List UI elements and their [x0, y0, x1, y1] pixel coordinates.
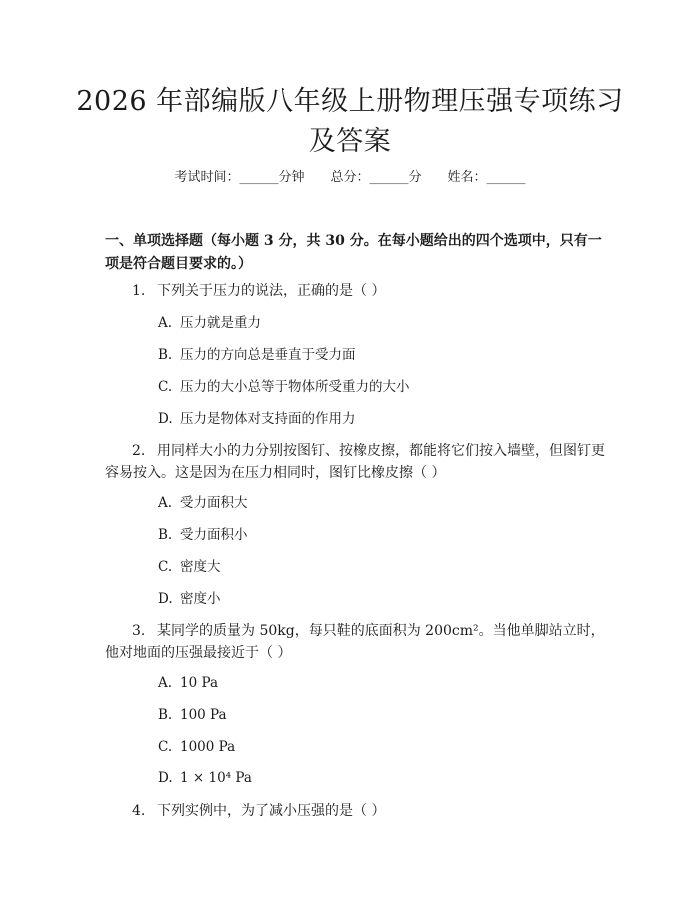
score-unit: 分 — [408, 170, 422, 185]
question-text: 某同学的质量为 50kg，每只鞋的底面积为 200cm²。当他单脚站立时，他对地面的压强最接近于（ ） — [105, 623, 605, 661]
option-letter: D. — [158, 591, 173, 607]
question-4 — [105, 800, 605, 822]
option-letter: C. — [158, 739, 173, 755]
option-2b — [158, 525, 248, 545]
option-text: 压力就是重力 — [180, 315, 261, 331]
question-text: 下列关于压力的说法，正确的是（ ） — [157, 283, 386, 299]
option-text: 受力面积大 — [180, 495, 248, 511]
option-letter: C. — [158, 379, 173, 395]
question-2 — [105, 440, 605, 484]
question-number: 4. — [132, 803, 146, 819]
option-3b — [158, 705, 227, 725]
option-letter: B. — [158, 347, 173, 363]
question-text: 下列实例中，为了减小压强的是（ ） — [157, 803, 386, 819]
option-text: 压力的大小总等于物体所受重力的大小 — [180, 379, 410, 395]
option-text: 密度小 — [180, 591, 221, 607]
option-text: 受力面积小 — [180, 527, 248, 543]
option-letter: A. — [158, 675, 173, 691]
time-unit: 分钟 — [278, 170, 305, 185]
document-title — [70, 82, 630, 162]
option-3a — [158, 673, 218, 693]
question-text: 用同样大小的力分别按图钉、按橡皮擦，都能将它们按入墙壁，但图钉更容易按入。这是因为在压力相同时，图钉比橡皮擦（ ） — [105, 443, 605, 481]
option-text: 密度大 — [180, 559, 221, 575]
option-letter: D. — [158, 770, 173, 786]
option-letter: A. — [158, 495, 173, 511]
time-blank: ______ — [239, 170, 279, 185]
question-number: 1. — [132, 283, 146, 299]
option-text: 10 Pa — [180, 675, 218, 691]
option-1c — [158, 377, 410, 397]
question-3 — [105, 620, 605, 664]
option-2c — [158, 557, 221, 577]
score-blank: ______ — [369, 170, 409, 185]
option-letter: A. — [158, 315, 173, 331]
option-text: 压力是物体对支持面的作用力 — [180, 411, 356, 427]
option-text: 1 × 10⁴ Pa — [180, 770, 252, 786]
section-heading: 一、单项选择题（每小题 3 分，共 30 分。在每小题给出的四个选项中，只有一项是符合题目要求的。） — [105, 233, 602, 272]
option-2a — [158, 493, 248, 513]
option-letter: D. — [158, 411, 173, 427]
exam-info-line — [0, 168, 700, 188]
option-text: 压力的方向总是垂直于受力面 — [180, 347, 356, 363]
title-line-2: 及答案 — [308, 126, 392, 157]
option-text: 1000 Pa — [180, 739, 236, 755]
question-number: 3. — [132, 623, 146, 639]
option-1a — [158, 313, 261, 333]
name-blank: ______ — [486, 170, 526, 185]
option-1b — [158, 345, 356, 365]
option-letter: B. — [158, 707, 173, 723]
option-3c — [158, 737, 235, 757]
option-2d — [158, 589, 221, 609]
option-text: 100 Pa — [180, 707, 227, 723]
time-label: 考试时间： — [174, 170, 240, 185]
option-letter: B. — [158, 527, 173, 543]
question-number: 2. — [132, 443, 146, 459]
option-3d — [158, 768, 252, 788]
score-label: 总分： — [330, 170, 370, 185]
title-line-1: 2026 年部编版八年级上册物理压强专项练习 — [76, 86, 624, 117]
name-label: 姓名： — [447, 170, 487, 185]
option-1d — [158, 409, 356, 429]
option-letter: C. — [158, 559, 173, 575]
question-1 — [105, 280, 605, 302]
